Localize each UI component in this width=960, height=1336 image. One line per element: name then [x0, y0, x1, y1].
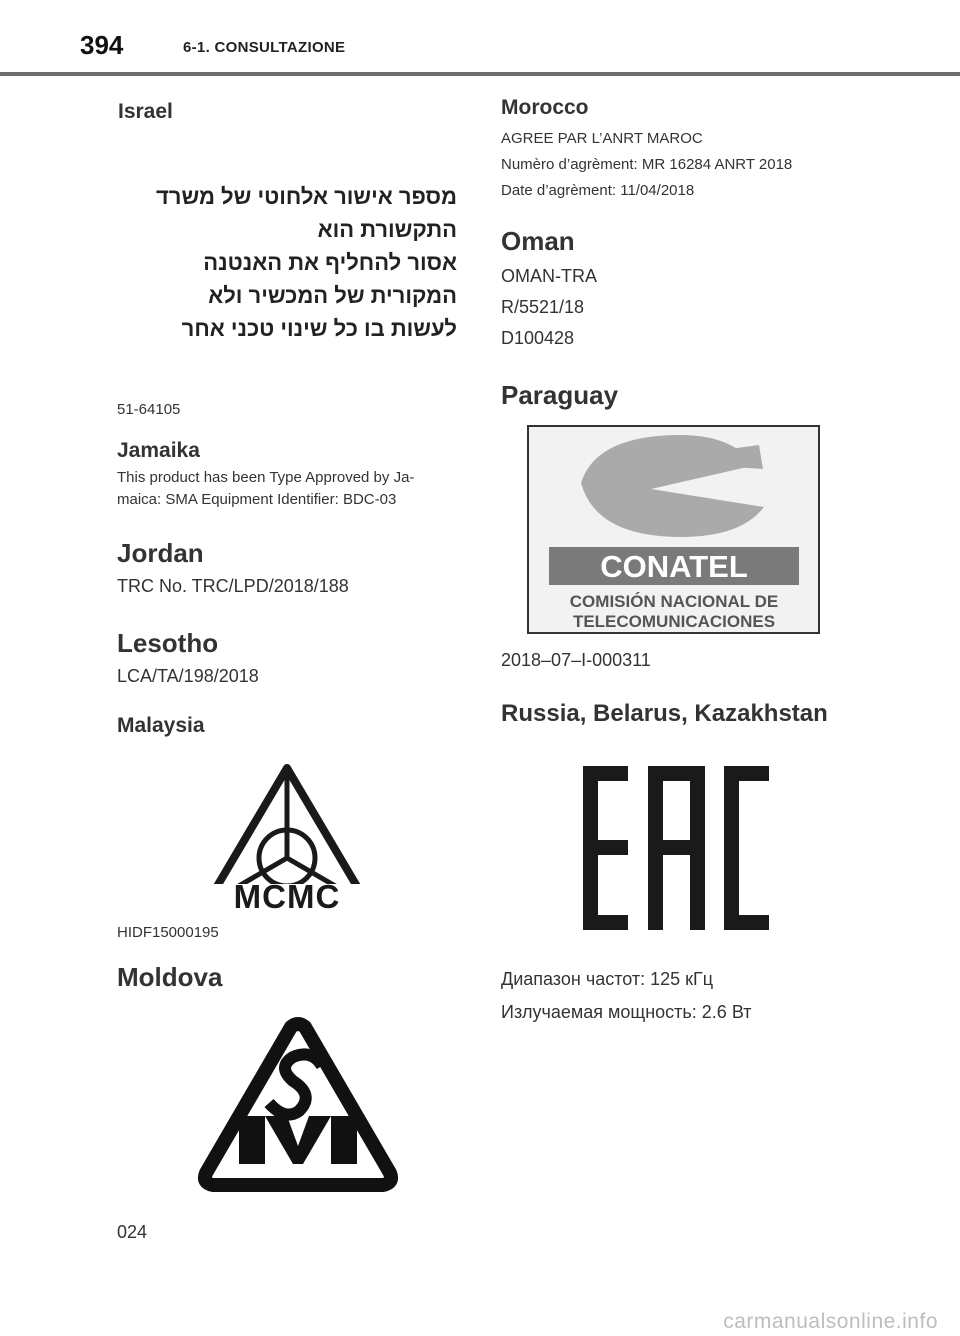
eac-mark-icon [501, 762, 901, 934]
israel-hebrew-text [117, 180, 457, 345]
jamaika-line: This product has been Type Approved by Ja- [117, 469, 415, 486]
israel-heading: Israel [118, 100, 173, 123]
mcmc-logo-icon [117, 750, 457, 910]
lesotho-heading: Lesotho [117, 628, 219, 658]
header-rule [0, 72, 960, 76]
conatel-line: TELECOMUNICACIONES [572, 612, 776, 631]
conatel-logo-icon [501, 425, 901, 637]
hebrew-line: אסור להחליף את האנטנה המקורית של המכשיר ולא [203, 250, 457, 308]
jamaika-heading: Jamaika [117, 439, 200, 462]
morocco-line: Date d’agrèment: 11/04/2018 [501, 182, 695, 199]
moldova-heading: Moldova [117, 962, 223, 992]
oman-line: D100428 [501, 328, 575, 348]
paraguay-code: 2018–07–I-000311 [501, 650, 651, 670]
hebrew-line: מספר אישור אלחוטי של משרד התקשורת הוא [155, 184, 457, 242]
russia-line: Диапазон частот: 125 кГц [501, 969, 714, 989]
jordan-heading: Jordan [117, 538, 204, 568]
conatel-line: COMISIÓN NACIONAL DE [569, 592, 779, 611]
russia-heading: Russia, Belarus, Kazakhstan [501, 700, 828, 727]
right-column [501, 96, 901, 1028]
israel-code: 51-64105 [117, 401, 181, 418]
moldova-sm-mark-icon [117, 1011, 457, 1201]
oman-heading: Oman [501, 226, 575, 256]
jordan-text: TRC No. TRC/LPD/2018/188 [117, 576, 349, 596]
morocco-heading: Morocco [501, 96, 589, 119]
jamaika-line: maica: SMA Equipment Identifier: BDC-03 [117, 491, 397, 508]
oman-line: OMAN-TRA [501, 266, 597, 286]
left-column [117, 100, 457, 1248]
paraguay-heading: Paraguay [501, 380, 619, 410]
hebrew-line: לעשות בו כל שינוי טכני אחר [181, 316, 457, 341]
section-title: 6-1. CONSULTAZIONE [183, 39, 346, 56]
russia-line: Излучаемая мощность: 2.6 Вт [501, 1002, 752, 1022]
morocco-line: AGREE PAR L’ANRT MAROC [501, 130, 703, 147]
malaysia-heading: Malaysia [117, 714, 205, 737]
morocco-line: Numèro d’agrèment: MR 16284 ANRT 2018 [501, 156, 793, 173]
lesotho-text: LCA/TA/198/2018 [117, 666, 259, 686]
moldova-code: 024 [117, 1222, 148, 1242]
watermark: carmanualsonline.info [723, 1310, 938, 1333]
conatel-name: CONATEL [600, 549, 748, 584]
mcmc-logo-text: MCMC [233, 878, 341, 910]
page-number: 394 [80, 30, 124, 60]
malaysia-code: HIDF15000195 [117, 924, 219, 941]
oman-line: R/5521/18 [501, 297, 585, 317]
